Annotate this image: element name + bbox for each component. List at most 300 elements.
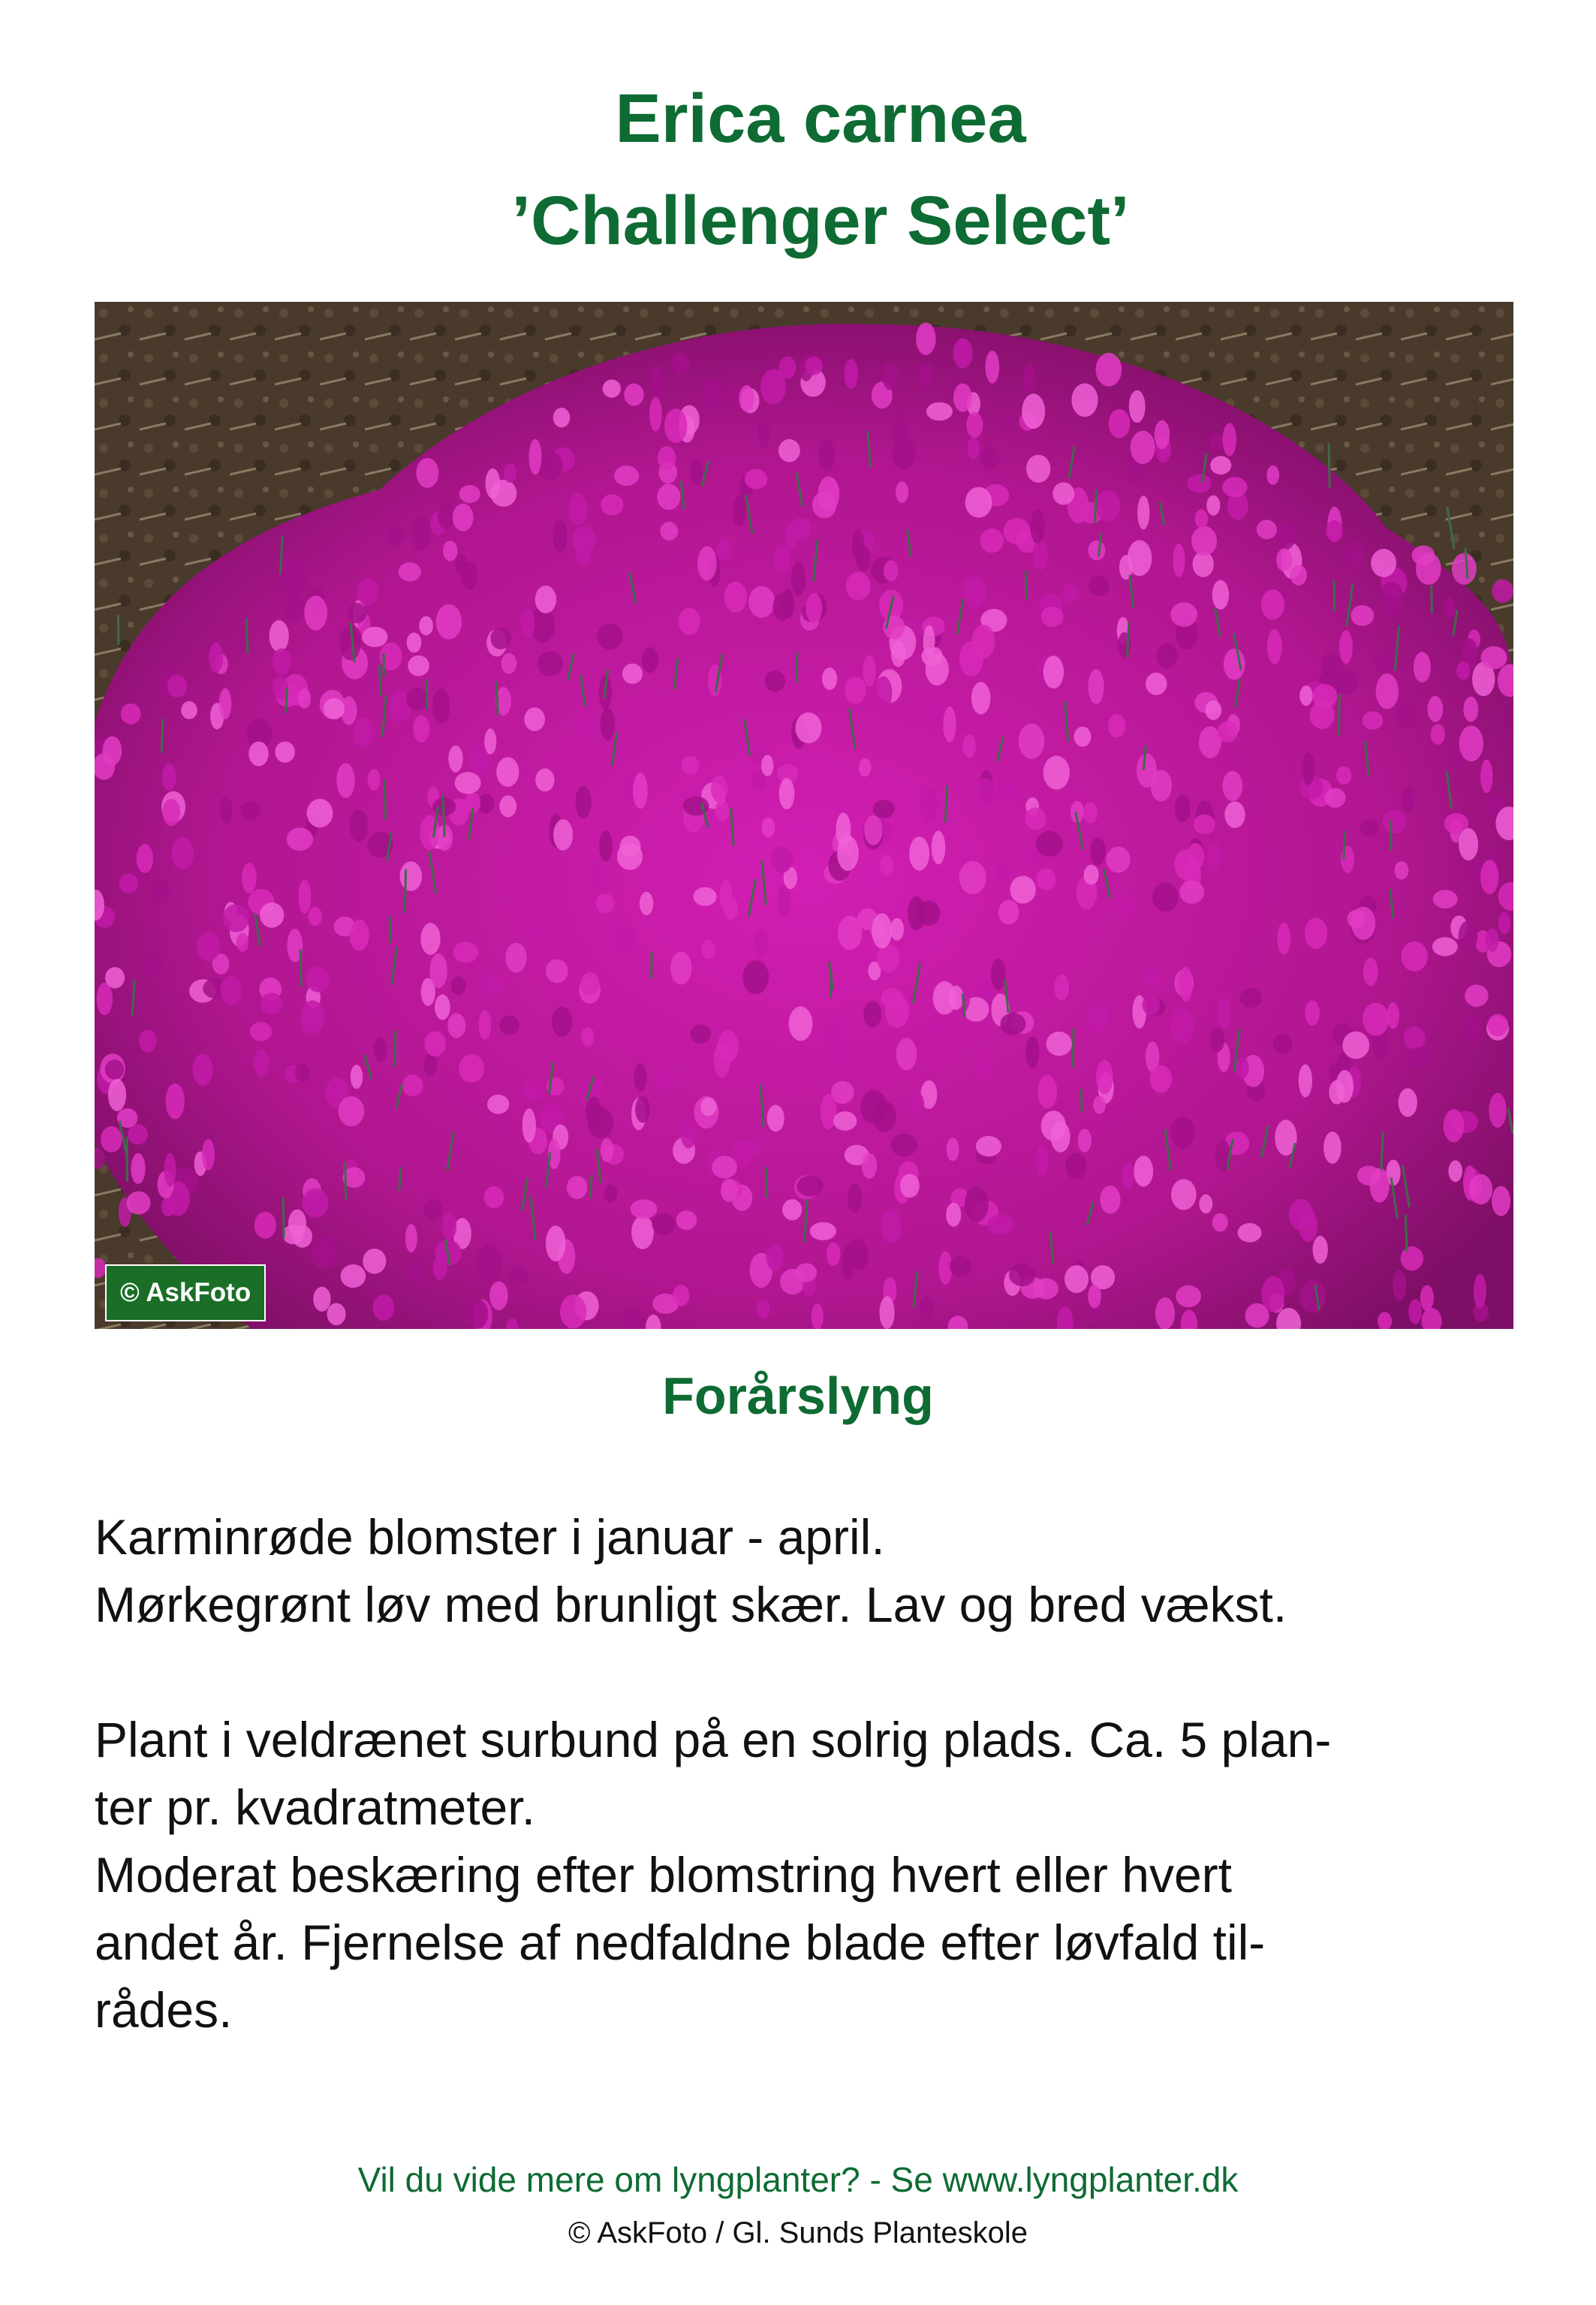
flower-bloom (254, 1212, 276, 1239)
plant-photo (95, 302, 1513, 1329)
flower-bloom (162, 764, 176, 791)
flower-bloom (1025, 1036, 1039, 1068)
flower-bloom (105, 967, 125, 988)
flower-bloom (1036, 831, 1063, 857)
flower-bloom (896, 1038, 917, 1071)
flower-bloom (508, 1266, 529, 1286)
flower-bloom (1128, 540, 1152, 576)
flower-bloom (424, 1032, 446, 1057)
flower-bloom (1238, 1223, 1262, 1243)
flower-bloom (287, 827, 313, 851)
flower-bloom (900, 1174, 920, 1198)
flower-bloom (589, 860, 601, 888)
flower-bloom (1146, 673, 1167, 695)
flower-bloom (339, 626, 360, 661)
flower-bloom (522, 1108, 536, 1143)
flower-bloom (476, 1245, 502, 1281)
photo-credit-badge: © AskFoto (105, 1264, 266, 1321)
flower-bloom (1416, 553, 1441, 585)
flower-bloom (859, 758, 872, 776)
flower-bloom (300, 1000, 324, 1034)
flower-bloom (1152, 883, 1179, 912)
flower-bloom (1032, 540, 1047, 571)
flower-bloom (1000, 1013, 1025, 1035)
flower-bloom (1206, 496, 1220, 516)
flower-bloom (972, 625, 995, 659)
flower-bloom (1179, 881, 1204, 904)
flower-bloom (1466, 1011, 1481, 1044)
flower-bloom (1487, 1014, 1508, 1036)
flower-bloom (985, 351, 999, 384)
flower-bloom (1065, 1152, 1086, 1180)
flower-bloom (1489, 1093, 1506, 1128)
flower-bloom (302, 1189, 328, 1218)
flower-bloom (1096, 1059, 1113, 1094)
flower-bloom (1170, 602, 1197, 627)
flower-bloom (164, 1153, 176, 1187)
flower-bloom (1481, 646, 1507, 670)
flower-bloom (167, 675, 187, 698)
flower-bloom (553, 819, 573, 851)
flower-bloom (586, 1097, 601, 1127)
flower-bloom (995, 413, 1014, 432)
flower-bloom (1087, 1002, 1109, 1035)
flower-bloom (987, 1215, 1013, 1235)
flower-bloom (273, 649, 291, 675)
flower-bloom (718, 1031, 739, 1063)
flower-bloom (691, 1024, 711, 1044)
flower-bloom (348, 603, 366, 624)
flower-bloom (1399, 1088, 1417, 1116)
flower-bloom (1395, 861, 1409, 879)
flower-bloom (980, 529, 1004, 553)
flower-bloom (727, 382, 740, 408)
care-line: ter pr. kvadratmeter. (95, 1779, 535, 1835)
flower-bloom (1371, 549, 1396, 577)
flower-bloom (795, 713, 821, 743)
flower-bloom (1143, 995, 1161, 1015)
flower-bloom (1078, 1129, 1092, 1152)
flower-bloom (1379, 582, 1404, 615)
flower-bloom (496, 757, 519, 787)
flower-bloom (790, 517, 812, 540)
flower-bloom (101, 1126, 122, 1152)
flower-bloom (882, 363, 899, 390)
flower-bloom (810, 1222, 836, 1240)
flower-bloom (748, 586, 775, 618)
care-paragraph (95, 1706, 1521, 2044)
flower-bloom (489, 1282, 508, 1311)
flower-bloom (877, 945, 899, 972)
flower-bloom (1191, 526, 1217, 556)
flower-bloom (202, 1139, 215, 1171)
flower-bloom (1031, 509, 1045, 544)
flower-bloom (193, 1053, 213, 1086)
flower-bloom (528, 919, 541, 948)
flower-bloom (1063, 583, 1077, 603)
flower-bloom (1088, 541, 1105, 561)
flower-bloom (416, 458, 438, 488)
flower-bloom (965, 1186, 989, 1222)
flower-bloom (1427, 696, 1443, 722)
flower-bloom (652, 1213, 675, 1235)
flower-bloom (567, 1176, 587, 1199)
flower-bloom (363, 1249, 386, 1274)
flower-bloom (405, 1224, 417, 1252)
flower-bloom (1041, 607, 1064, 627)
flower-bloom (751, 772, 766, 791)
flower-bloom (524, 707, 545, 731)
flower-bloom (1089, 576, 1110, 596)
flower-bloom (435, 994, 450, 1020)
flower-bloom (640, 892, 653, 915)
flower-bloom (462, 562, 477, 590)
common-name: Forårslyng (662, 1366, 934, 1425)
flower-bloom (581, 1027, 595, 1046)
flower-bloom (304, 595, 327, 630)
care-line: andet år. Fjernelse af nedfaldne blade efter løvfald til- (95, 1915, 1266, 1970)
flower-bloom (529, 439, 542, 475)
flower-bloom (197, 932, 220, 961)
flower-bloom (399, 562, 421, 582)
flower-bloom (105, 1059, 125, 1080)
flower-bloom (771, 845, 793, 873)
flower-bloom (1299, 1279, 1326, 1313)
flower-bloom (275, 742, 295, 763)
flower-bloom (411, 517, 430, 551)
flower-bloom (487, 1095, 509, 1114)
flower-bloom (1052, 482, 1074, 505)
flower-bloom (818, 439, 835, 472)
flower-bloom (419, 616, 433, 635)
flower-bloom (664, 408, 688, 443)
flower-bloom (694, 887, 717, 906)
flower-bloom (357, 578, 378, 606)
flower-bloom (1217, 998, 1230, 1029)
flower-bloom (166, 1083, 185, 1119)
flower-bloom (270, 620, 289, 652)
flower-bloom (1323, 1131, 1342, 1164)
flower-bloom (459, 485, 480, 503)
flower-bloom (1108, 714, 1126, 737)
flower-bloom (1402, 942, 1428, 972)
flower-bloom (679, 608, 700, 635)
flower-bloom (1370, 1168, 1390, 1202)
flower-bloom (1217, 722, 1237, 743)
flower-bloom (1376, 673, 1399, 709)
flower-bloom (1046, 1032, 1072, 1056)
flower-bloom (560, 1294, 586, 1328)
flower-bloom (1023, 364, 1035, 393)
flower-bloom (119, 873, 139, 893)
flower-bloom (1329, 1080, 1345, 1104)
flower-bloom (1363, 711, 1384, 730)
flower-bloom (601, 708, 616, 740)
flower-bloom (721, 1179, 738, 1202)
flower-bloom (1093, 1095, 1106, 1114)
flower-bloom (240, 801, 260, 820)
flower-bloom (406, 688, 428, 710)
flower-bloom (1402, 786, 1415, 812)
flower-bloom (520, 609, 535, 637)
flower-bloom (862, 1153, 877, 1179)
flower-bloom (1187, 475, 1212, 493)
flower-bloom (1156, 643, 1178, 669)
flower-bloom (1351, 907, 1375, 940)
flower-bloom (1326, 520, 1343, 542)
flower-bloom (1345, 541, 1363, 571)
flower-bloom (1107, 847, 1131, 873)
flower-bloom (1290, 565, 1307, 585)
flower-bloom (1179, 966, 1193, 1002)
flower-bloom (873, 800, 895, 818)
flower-bloom (1224, 801, 1245, 828)
flower-bloom (845, 676, 866, 704)
flower-bloom (1171, 1179, 1197, 1210)
flower-bloom (139, 1029, 157, 1052)
flower-bloom (311, 1237, 337, 1269)
foliage-needle (651, 951, 652, 979)
flower-bloom (1492, 1186, 1510, 1216)
flower-bloom (368, 769, 381, 791)
flower-bloom (624, 384, 643, 406)
foliage-needle (1405, 1215, 1407, 1252)
flower-bloom (762, 818, 775, 838)
flower-bloom (596, 893, 615, 913)
flower-bloom (453, 942, 479, 963)
flower-bloom (552, 1007, 572, 1038)
flower-bloom (1325, 788, 1346, 808)
flower-bloom (172, 837, 194, 869)
foliage-needle (379, 665, 381, 696)
flower-bloom (429, 954, 447, 988)
flower-bloom (1129, 390, 1146, 423)
flower-bloom (760, 369, 786, 405)
flower-bloom (484, 728, 496, 754)
flower-bloom (765, 670, 786, 692)
flower-bloom (1267, 629, 1282, 664)
flower-bloom (574, 715, 600, 737)
flower-bloom (812, 492, 837, 518)
flower-bloom (1199, 1195, 1212, 1213)
flower-bloom (313, 1287, 330, 1312)
flower-bloom (1299, 1064, 1312, 1097)
flower-bloom (1195, 509, 1208, 529)
flower-bloom (362, 627, 387, 647)
flower-bloom (766, 1245, 784, 1271)
flower-bloom (420, 923, 440, 955)
flower-bloom (724, 581, 748, 613)
flower-bloom (926, 402, 953, 421)
flower-bloom (599, 830, 613, 862)
flower-bloom (1037, 1075, 1057, 1109)
flower-bloom (872, 913, 892, 948)
flower-bloom (948, 986, 964, 1011)
flower-bloom (1408, 1299, 1422, 1324)
flower-bloom (486, 469, 501, 499)
flower-bloom (1275, 523, 1296, 550)
flower-bloom (673, 1285, 689, 1306)
flower-bloom (1212, 580, 1229, 610)
flower-bloom (295, 1063, 310, 1083)
flower-bloom (773, 593, 792, 621)
flower-bloom (1004, 518, 1031, 544)
flower-bloom (996, 777, 1016, 806)
flower-bloom (881, 1209, 901, 1243)
flower-bloom (1302, 752, 1314, 785)
flower-bloom (603, 380, 621, 398)
flower-bloom (973, 778, 995, 807)
flower-bloom (891, 640, 906, 667)
flower-bloom (484, 1186, 504, 1208)
flower-bloom (892, 435, 917, 469)
flower-bloom (288, 1210, 306, 1237)
flower-bloom (459, 1054, 484, 1083)
flower-bloom (1351, 605, 1374, 626)
flower-bloom (797, 1176, 824, 1196)
flower-bloom (1065, 1265, 1089, 1293)
flower-bloom (501, 653, 516, 674)
flower-bloom (1261, 1276, 1284, 1312)
flower-bloom (1043, 655, 1064, 688)
flower-bloom (947, 1137, 959, 1161)
foliage-needle (591, 1175, 592, 1198)
flower-bloom (700, 1098, 716, 1116)
flower-bloom (1341, 846, 1354, 873)
flower-bloom (223, 904, 249, 932)
flower-bloom (1363, 1002, 1389, 1035)
flower-bloom (848, 1184, 862, 1213)
flower-bloom (805, 357, 822, 375)
flower-bloom (1083, 802, 1098, 823)
flower-bloom (1036, 869, 1055, 890)
flower-bloom (1336, 767, 1351, 785)
flower-bloom (407, 633, 422, 653)
flower-bloom (374, 1037, 387, 1063)
flower-bloom (1100, 1186, 1120, 1214)
foliage-needle (246, 619, 248, 654)
flower-bloom (852, 529, 864, 562)
flower-bloom (1173, 544, 1185, 577)
foliage-needle (395, 1030, 396, 1067)
flower-bloom (880, 855, 893, 876)
flower-bloom (1096, 353, 1122, 387)
flower-bloom (1459, 920, 1478, 951)
flower-bloom (553, 519, 567, 553)
flower-bloom (254, 1049, 269, 1076)
flower-bloom (1443, 598, 1455, 619)
flower-bloom (438, 499, 454, 529)
flower-bloom (1393, 1270, 1406, 1301)
flower-bloom (1074, 727, 1092, 747)
flower-bloom (1036, 1144, 1049, 1176)
flower-bloom (1299, 685, 1312, 706)
flower-bloom (447, 1013, 465, 1038)
flower-bloom (1134, 1156, 1153, 1186)
flower-bloom (754, 929, 767, 957)
flower-bloom (838, 916, 862, 951)
flower-bloom (1096, 490, 1121, 521)
foliage-needle (286, 688, 288, 713)
plant-latin-name: Erica carnea (615, 80, 1026, 157)
flower-bloom (1150, 770, 1172, 801)
flower-bloom (920, 788, 938, 822)
flower-bloom (1194, 815, 1215, 835)
flower-bloom (535, 768, 554, 791)
flower-bloom (733, 494, 746, 527)
flower-bloom (873, 1101, 896, 1132)
flower-bloom (504, 463, 516, 483)
flower-bloom (1498, 912, 1510, 935)
flower-bloom (1174, 849, 1197, 880)
flower-bloom (220, 796, 233, 824)
flower-bloom (831, 1046, 851, 1068)
flower-bloom (453, 504, 474, 532)
flower-bloom (953, 384, 972, 412)
flower-bloom (423, 1053, 438, 1076)
flower-bloom (1019, 724, 1045, 759)
flower-bloom (966, 412, 983, 438)
flower-bloom (863, 655, 875, 688)
flower-bloom (670, 951, 691, 984)
flower-bloom (715, 801, 729, 821)
more-info-link[interactable]: Vil du vide mere om lyngplanter? - Se www.lyngplanter.dk (357, 2160, 1239, 2199)
flower-bloom (299, 880, 312, 914)
flower-bloom (1305, 917, 1327, 948)
flower-bloom (833, 1111, 857, 1131)
flower-bloom (998, 900, 1019, 925)
flower-bloom (479, 1010, 492, 1039)
flower-bloom (209, 643, 223, 673)
care-line: Moderat beskæring efter blomstring hvert eller hvert (95, 1847, 1232, 1903)
foliage-needle (300, 949, 301, 987)
flower-bloom (1088, 1285, 1101, 1308)
flower-bloom (477, 974, 503, 993)
copyright-notice: © AskFoto / Gl. Sunds Planteskole (568, 2216, 1028, 2249)
flower-bloom (1041, 1110, 1066, 1141)
flower-bloom (717, 539, 733, 561)
flower-bloom (601, 1138, 613, 1162)
flower-bloom (863, 1001, 881, 1028)
flower-bloom (971, 682, 991, 714)
flower-bloom (1235, 1057, 1248, 1078)
flower-bloom (499, 1016, 519, 1035)
flower-bloom (150, 878, 170, 905)
flower-bloom (306, 966, 330, 993)
flower-bloom (864, 815, 883, 845)
flower-bloom (242, 863, 257, 893)
flower-bloom (1335, 668, 1358, 694)
description-line: Mørkegrønt løv med brunligt skær. Lav og bred vækst. (95, 1577, 1287, 1632)
flower-bloom (822, 667, 837, 690)
flower-bloom (918, 363, 934, 390)
flower-bloom (324, 698, 345, 719)
flower-bloom (1071, 384, 1098, 417)
flower-bloom (767, 1105, 784, 1132)
flower-bloom (236, 933, 248, 952)
flower-bloom (576, 547, 592, 566)
flower-bloom (846, 572, 871, 601)
flower-bloom (778, 439, 800, 463)
flower-bloom (757, 416, 769, 448)
flower-bloom (622, 664, 643, 684)
flower-bloom (307, 799, 333, 827)
flower-bloom (1026, 455, 1050, 483)
flower-bloom (968, 437, 980, 459)
flower-bloom (1431, 724, 1445, 744)
flower-bloom (916, 323, 936, 355)
flower-bloom (676, 1210, 697, 1230)
